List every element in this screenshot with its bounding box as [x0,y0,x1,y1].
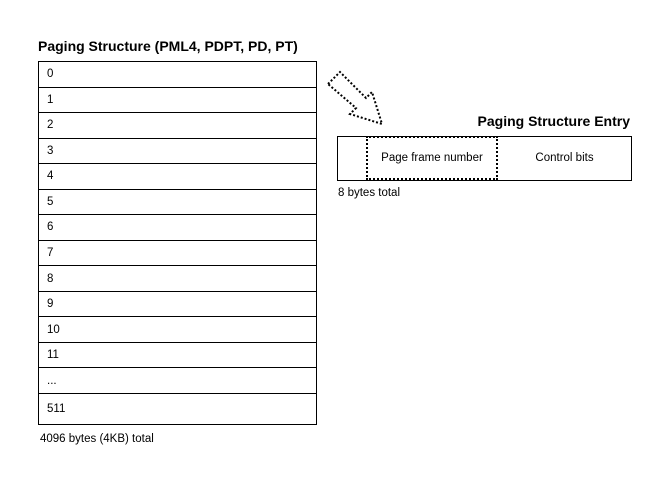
table-row: 10 [39,317,316,343]
table-row: ... [39,368,316,394]
table-row: 0 [39,62,316,88]
control-bits-field: Control bits [535,152,594,164]
table-row: 4 [39,164,316,190]
paging-structure-entry-title: Paging Structure Entry [477,113,630,129]
page-frame-number-field: Page frame number [366,136,498,180]
table-row: 511 [47,402,66,415]
table-row: 11 [39,343,316,369]
table-row: 5 [39,190,316,216]
table-row: 8 [39,266,316,292]
paging-structure-entry [337,136,632,181]
table-row: 6 [39,215,316,241]
table-row: 3 [39,139,316,165]
table-row: 2 [39,113,316,139]
paging-structure-caption: 4096 bytes (4KB) total [40,433,154,445]
table-row: 1 [39,88,316,114]
table-row: 9 [39,292,316,318]
paging-structure-entry-caption: 8 bytes total [338,187,401,199]
paging-structure-title: Paging Structure (PML4, PDPT, PD, PT) [38,38,298,54]
table-row: 7 [39,241,316,267]
